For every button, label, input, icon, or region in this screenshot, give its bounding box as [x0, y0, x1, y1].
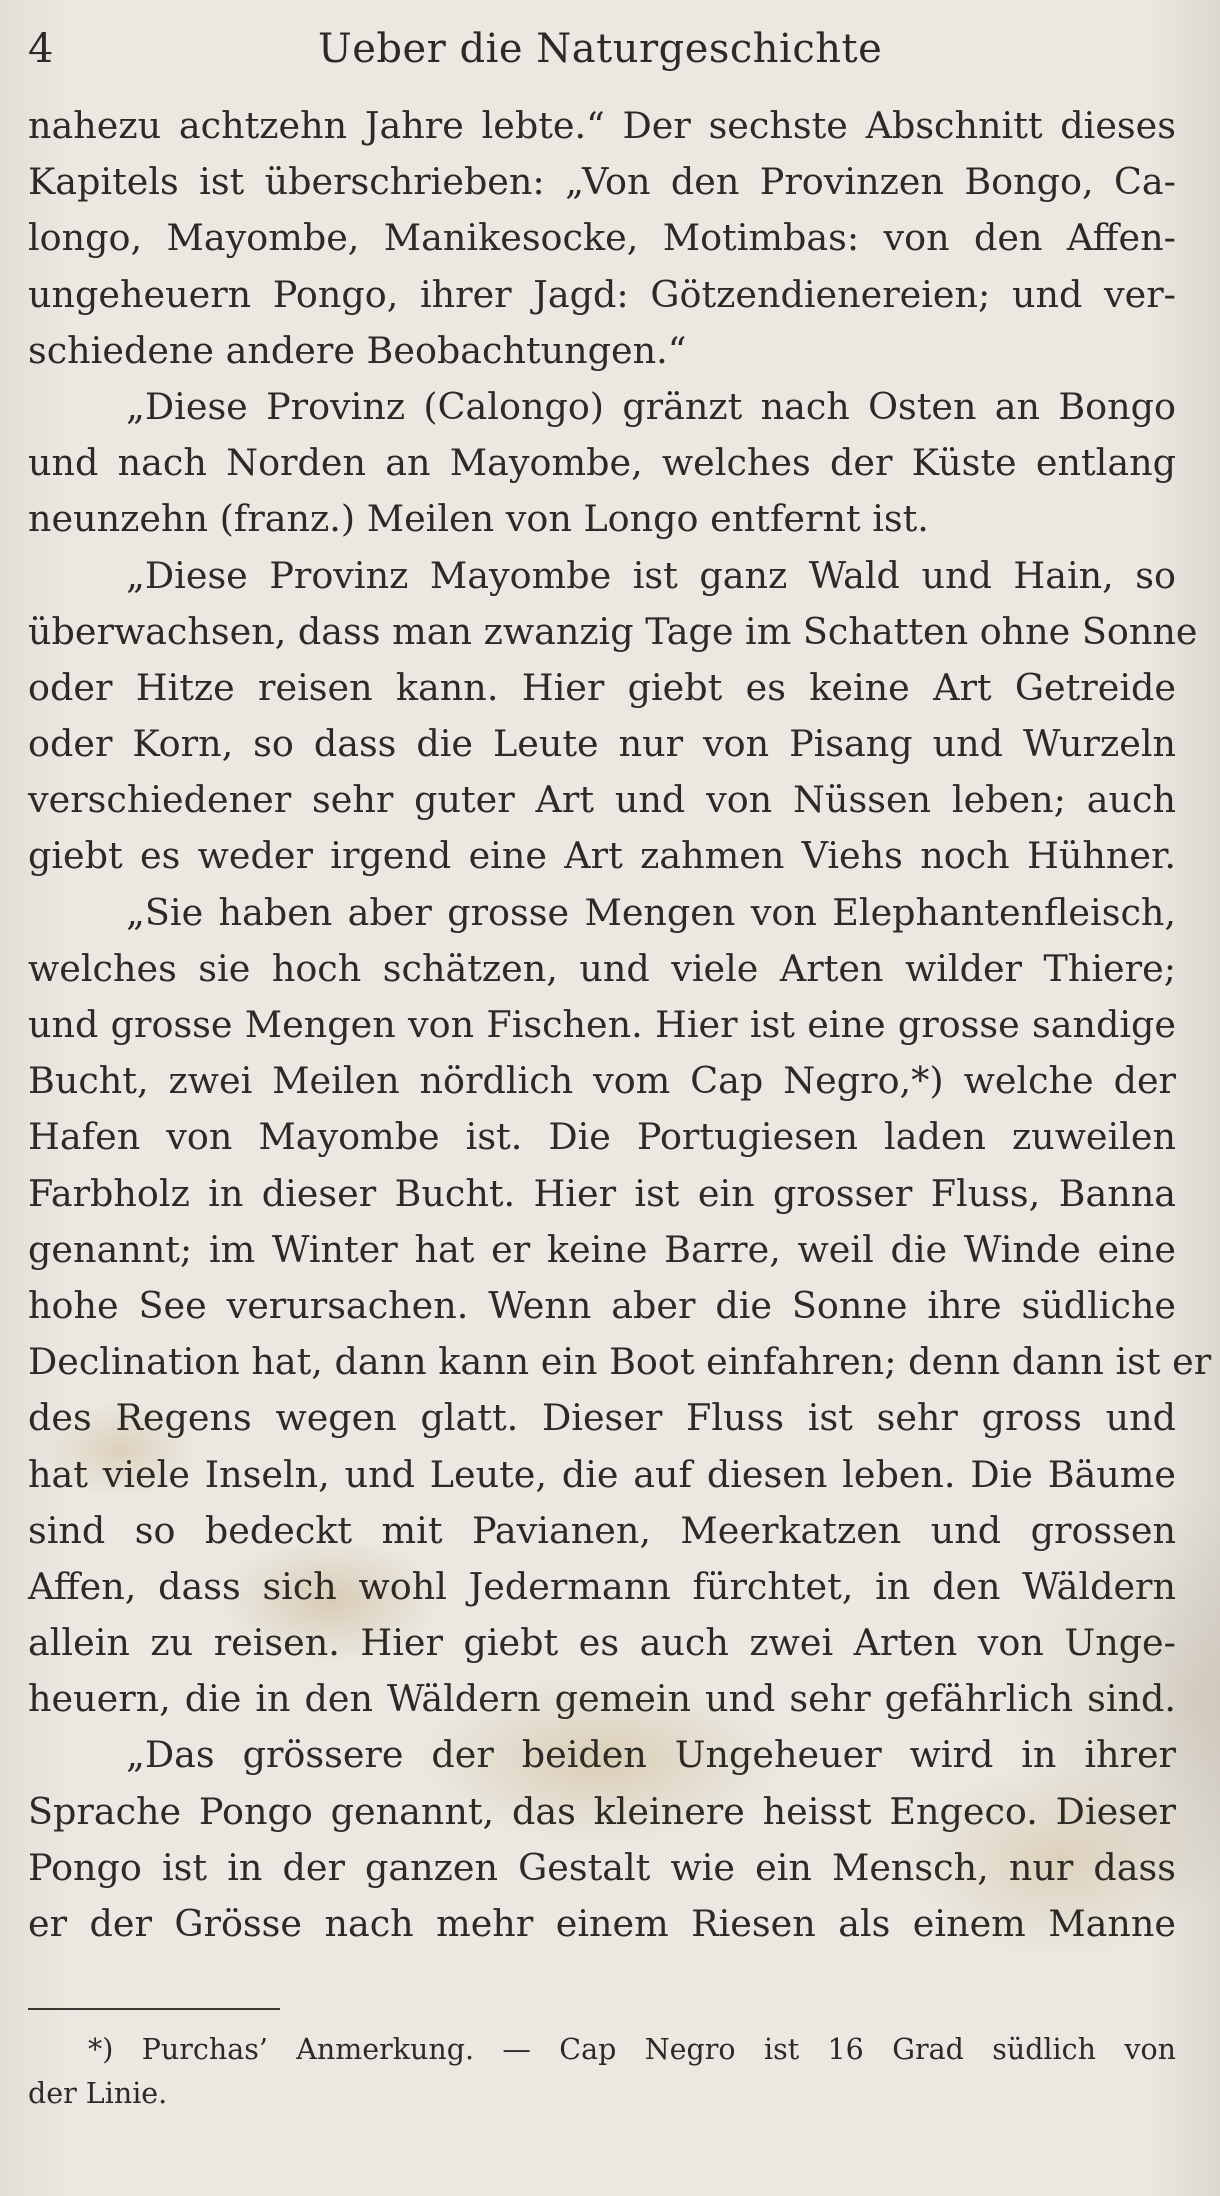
footnote-line: *) Purchas’ Anmerkung. — Cap Negro ist 16 Grad südlich von — [88, 2033, 1176, 2066]
paragraph-start-line: „Diese Provinz Mayombe ist ganz Wald und Hain, so — [126, 553, 1176, 597]
paragraph-start-line: „Das grössere der beiden Ungeheuer wird in ihrer — [126, 1733, 1176, 1777]
text-line: giebt es weder irgend eine Art zahmen Viehs noch Hühner. — [28, 834, 1176, 878]
footnote-separator — [28, 2008, 280, 2010]
text-line: Sprache Pongo genannt, das kleinere heisst Engeco. Dieser — [28, 1789, 1176, 1833]
text-line: nahezu achtzehn Jahre lebte.“ Der sechste Abschnitt dieses — [28, 104, 1176, 147]
text-line: überwachsen, dass man zwanzig Tage im Schatten ohne Sonne — [28, 609, 1198, 653]
text-line: Kapitels ist überschrieben: „Von den Provinzen Bongo, Ca- — [28, 160, 1176, 204]
text-line: schiedene andere Beobachtungen.“ — [28, 328, 687, 372]
text-line: allein zu reisen. Hier giebt es auch zwei Arten von Unge- — [28, 1621, 1176, 1665]
text-line: Hafen von Mayombe ist. Die Portugiesen laden zuweilen — [28, 1115, 1176, 1159]
footnote-line: der Linie. — [28, 2077, 168, 2110]
text-line: oder Hitze reisen kann. Hier giebt es keine Art Getreide — [28, 665, 1176, 709]
text-line: longo, Mayombe, Manikesocke, Motimbas: von den Affen- — [28, 216, 1176, 260]
text-line: und nach Norden an Mayombe, welches der Küste entlang — [28, 441, 1176, 485]
paragraph-start-line: „Diese Provinz (Calongo) gränzt nach Osten an Bongo — [126, 384, 1176, 428]
text-line: sind so bedeckt mit Pavianen, Meerkatzen und grossen — [28, 1508, 1176, 1552]
running-head — [28, 22, 1198, 82]
text-line: oder Korn, so dass die Leute nur von Pisang und Wurzeln — [28, 722, 1176, 766]
text-line: Pongo ist in der ganzen Gestalt wie ein Mensch, nur dass — [28, 1845, 1176, 1889]
text-line: neunzehn (franz.) Meilen von Longo entfernt ist. — [28, 497, 929, 541]
text-line: des Regens wegen glatt. Dieser Fluss ist sehr gross und — [28, 1396, 1176, 1440]
body-text — [28, 98, 1212, 1952]
text-line: heuern, die in den Wäldern gemein und sehr gefährlich sind. — [28, 1677, 1176, 1721]
text-line: Bucht, zwei Meilen nördlich vom Cap Negro,*) welche der — [28, 1059, 1176, 1103]
running-title: Ueber die Naturgeschichte — [318, 26, 883, 72]
footnote — [28, 2028, 1176, 2116]
text-line: verschiedener sehr guter Art und von Nüssen leben; auch — [28, 778, 1176, 822]
text-line: Declination hat, dann kann ein Boot einfahren; denn dann ist er — [28, 1340, 1212, 1384]
text-line: hohe See verursachen. Wenn aber die Sonne ihre südliche — [28, 1283, 1176, 1327]
text-line: und grosse Mengen von Fischen. Hier ist eine grosse sandige — [28, 1003, 1176, 1046]
text-line: genannt; im Winter hat er keine Barre, weil die Winde eine — [28, 1227, 1176, 1271]
page-number: 4 — [28, 26, 54, 72]
text-line: ungeheuern Pongo, ihrer Jagd: Götzendienereien; und ver- — [28, 272, 1176, 316]
paragraph-start-line: „Sie haben aber grosse Mengen von Elephantenfleisch, — [126, 890, 1176, 934]
text-line: er der Grösse nach mehr einem Riesen als einem Manne — [28, 1902, 1176, 1945]
text-line: Farbholz in dieser Bucht. Hier ist ein grosser Fluss, Banna — [28, 1171, 1176, 1215]
text-line: Affen, dass sich wohl Jedermann fürchtet, in den Wäldern — [28, 1564, 1176, 1608]
text-line: welches sie hoch schätzen, und viele Arten wilder Thiere; — [28, 946, 1176, 990]
text-line: hat viele Inseln, und Leute, die auf diesen leben. Die Bäume — [28, 1452, 1176, 1496]
